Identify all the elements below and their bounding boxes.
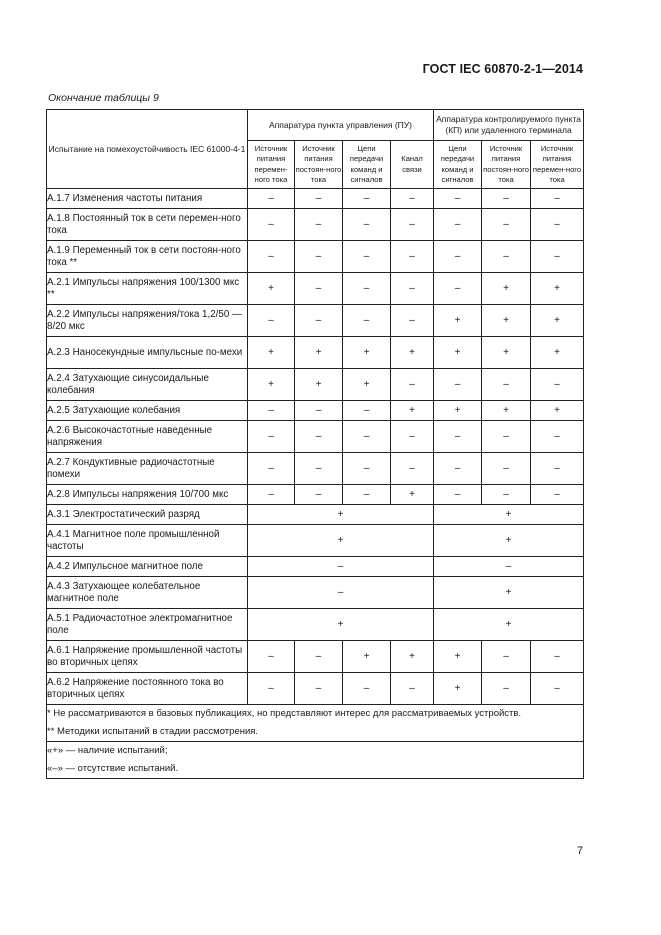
cell-value: – <box>295 673 343 705</box>
cell-value: – <box>482 241 531 273</box>
cell-value: + <box>434 337 482 369</box>
cell-value: – <box>295 421 343 453</box>
table-row <box>47 337 584 369</box>
cell-value: + <box>391 485 434 505</box>
immunity-test-table <box>46 109 584 779</box>
header-test-column: Испытание на помехоустойчивость IEC 61000-4-1 <box>47 110 248 189</box>
cell-value: – <box>248 485 295 505</box>
cell-value: + <box>343 641 391 673</box>
cell-value: – <box>531 189 584 209</box>
cell-value: – <box>482 369 531 401</box>
test-name: А.4.3 Затухающее колебательное магнитное поле <box>47 577 248 609</box>
cell-value: + <box>248 369 295 401</box>
cell-value: – <box>434 273 482 305</box>
cell-value: – <box>343 241 391 273</box>
test-name: А.2.2 Импульсы напряжения/тока 1,2/50 — 8/20 мкс <box>47 305 248 337</box>
cell-value: – <box>295 209 343 241</box>
table-row <box>47 369 584 401</box>
cell-value: – <box>295 641 343 673</box>
cell-value: + <box>434 673 482 705</box>
cell-value: – <box>343 189 391 209</box>
cell-value: – <box>295 305 343 337</box>
table-caption: Окончание таблицы 9 <box>48 92 159 104</box>
cell-value: – <box>391 369 434 401</box>
cell-value: – <box>295 273 343 305</box>
cell-value: – <box>531 209 584 241</box>
test-name: А.2.6 Высокочастотные наведенные напряжения <box>47 421 248 453</box>
test-name: А.3.1 Электростатический разряд <box>47 505 248 525</box>
cell-value: + <box>531 337 584 369</box>
cell-value: – <box>248 421 295 453</box>
cell-value: + <box>295 337 343 369</box>
cell-value: – <box>391 241 434 273</box>
cell-value: + <box>295 369 343 401</box>
cell-value: + <box>434 641 482 673</box>
cell-value: – <box>248 241 295 273</box>
table-row-merged <box>47 525 584 557</box>
cell-value: – <box>343 673 391 705</box>
cell-value-kp: – <box>434 557 584 577</box>
header-sub-4: Канал связи <box>391 141 434 189</box>
header-sub-6: Источник питания постоян-ного тока <box>482 141 531 189</box>
table-row <box>47 305 584 337</box>
cell-value: – <box>343 209 391 241</box>
test-name: А.4.1 Магнитное поле промышленной частоты <box>47 525 248 557</box>
cell-value: – <box>531 673 584 705</box>
cell-value: – <box>248 305 295 337</box>
cell-value: – <box>391 305 434 337</box>
table-row <box>47 241 584 273</box>
cell-value-pu: – <box>248 577 434 609</box>
cell-value: – <box>248 453 295 485</box>
cell-value: + <box>434 401 482 421</box>
table-row <box>47 421 584 453</box>
test-name: А.2.1 Импульсы напряжения 100/1300 мкс ** <box>47 273 248 305</box>
cell-value: + <box>434 305 482 337</box>
test-name: А.6.1 Напряжение промышленной частоты во вторичных цепях <box>47 641 248 673</box>
note-single-asterisk: * Не рассматриваются в базовых публикациях, но представляют интерес для рассматриваемых устройств. <box>47 708 522 719</box>
cell-value-pu: + <box>248 505 434 525</box>
test-name: А.2.7 Кондуктивные радиочастотные помехи <box>47 453 248 485</box>
cell-value: + <box>343 369 391 401</box>
cell-value: – <box>434 209 482 241</box>
page-number: 7 <box>576 845 583 857</box>
cell-value: – <box>434 453 482 485</box>
cell-value: – <box>248 401 295 421</box>
cell-value: + <box>531 273 584 305</box>
cell-value-kp: + <box>434 577 584 609</box>
test-name: А.5.1 Радиочастотное электромагнитное поле <box>47 609 248 641</box>
cell-value: – <box>248 209 295 241</box>
cell-value: – <box>482 209 531 241</box>
cell-value: + <box>482 337 531 369</box>
cell-value-pu: + <box>248 609 434 641</box>
table-row-merged <box>47 577 584 609</box>
cell-value: – <box>434 369 482 401</box>
cell-value: – <box>391 453 434 485</box>
cell-value: + <box>482 401 531 421</box>
cell-value: – <box>531 641 584 673</box>
cell-value: – <box>295 453 343 485</box>
table-row-merged <box>47 505 584 525</box>
test-name: А.2.4 Затухающие синусоидальные колебания <box>47 369 248 401</box>
cell-value: – <box>482 485 531 505</box>
table-legend-row <box>47 742 584 779</box>
table-row <box>47 209 584 241</box>
cell-value: – <box>482 453 531 485</box>
cell-value: – <box>531 485 584 505</box>
cell-value: – <box>391 673 434 705</box>
cell-value-pu: + <box>248 525 434 557</box>
cell-value-kp: + <box>434 609 584 641</box>
cell-value: – <box>295 189 343 209</box>
header-sub-2: Источник питания постоян-ного тока <box>295 141 343 189</box>
cell-value: – <box>434 485 482 505</box>
cell-value: – <box>434 421 482 453</box>
cell-value: – <box>391 209 434 241</box>
cell-value-kp: + <box>434 525 584 557</box>
table-notes-row <box>47 705 584 742</box>
table-row <box>47 641 584 673</box>
cell-value: – <box>295 241 343 273</box>
cell-value: – <box>531 241 584 273</box>
test-name: А.1.7 Изменения частоты питания <box>47 189 248 209</box>
table-row-merged <box>47 609 584 641</box>
cell-value: – <box>434 189 482 209</box>
cell-value: – <box>531 453 584 485</box>
cell-value: – <box>482 189 531 209</box>
table-row <box>47 189 584 209</box>
legend-minus: «–» — отсутствие испытаний. <box>47 763 179 774</box>
table-row <box>47 273 584 305</box>
header-sub-3: Цепи передачи команд и сигналов <box>343 141 391 189</box>
cell-value: + <box>343 337 391 369</box>
cell-value: – <box>531 421 584 453</box>
cell-value: + <box>531 401 584 421</box>
cell-value: + <box>482 305 531 337</box>
header-sub-7: Источник питания перемен-ного тока <box>531 141 584 189</box>
note-double-asterisk: ** Методики испытаний в стадии рассмотрения. <box>47 726 259 737</box>
cell-value: – <box>343 485 391 505</box>
cell-value: – <box>343 453 391 485</box>
header-sub-1: Источник питания перемен-ного тока <box>248 141 295 189</box>
cell-value: – <box>343 273 391 305</box>
cell-value: – <box>391 189 434 209</box>
table-notes <box>47 705 584 742</box>
cell-value-kp: + <box>434 505 584 525</box>
cell-value: – <box>391 421 434 453</box>
cell-value: – <box>482 673 531 705</box>
cell-value: + <box>391 641 434 673</box>
cell-value: – <box>391 273 434 305</box>
legend-plus: «+» — наличие испытаний; <box>47 745 168 756</box>
test-name: А.1.8 Постоянный ток в сети перемен-ного тока <box>47 209 248 241</box>
table-row <box>47 485 584 505</box>
standard-designation: ГОСТ IEC 60870-2-1—2014 <box>422 62 583 76</box>
cell-value: – <box>531 369 584 401</box>
cell-value: + <box>248 337 295 369</box>
header-group-pu: Аппаратура пункта управления (ПУ) <box>248 110 434 141</box>
cell-value: – <box>343 421 391 453</box>
cell-value: + <box>482 273 531 305</box>
cell-value-pu: – <box>248 557 434 577</box>
table-legend <box>47 742 584 779</box>
cell-value: – <box>482 421 531 453</box>
test-name: А.4.2 Импульсное магнитное поле <box>47 557 248 577</box>
cell-value: + <box>391 337 434 369</box>
cell-value: + <box>248 273 295 305</box>
cell-value: – <box>482 641 531 673</box>
test-name: А.2.3 Наносекундные импульсные по-мехи <box>47 337 248 369</box>
header-group-kp: Аппаратура контролируемого пункта (КП) или удаленного терминала <box>434 110 584 141</box>
cell-value: – <box>248 641 295 673</box>
cell-value: – <box>295 485 343 505</box>
table-row <box>47 453 584 485</box>
test-name: А.6.2 Напряжение постоянного тока во вторичных цепях <box>47 673 248 705</box>
cell-value: – <box>434 241 482 273</box>
header-sub-5: Цепи передачи команд и сигналов <box>434 141 482 189</box>
test-name: А.2.8 Импульсы напряжения 10/700 мкс <box>47 485 248 505</box>
test-name: А.2.5 Затухающие колебания <box>47 401 248 421</box>
table-row <box>47 401 584 421</box>
table-row-merged <box>47 557 584 577</box>
cell-value: + <box>531 305 584 337</box>
test-name: А.1.9 Переменный ток в сети постоян-ного тока ** <box>47 241 248 273</box>
cell-value: – <box>248 189 295 209</box>
cell-value: – <box>343 305 391 337</box>
cell-value: – <box>343 401 391 421</box>
table-row <box>47 673 584 705</box>
cell-value: – <box>248 673 295 705</box>
cell-value: – <box>295 401 343 421</box>
cell-value: + <box>391 401 434 421</box>
